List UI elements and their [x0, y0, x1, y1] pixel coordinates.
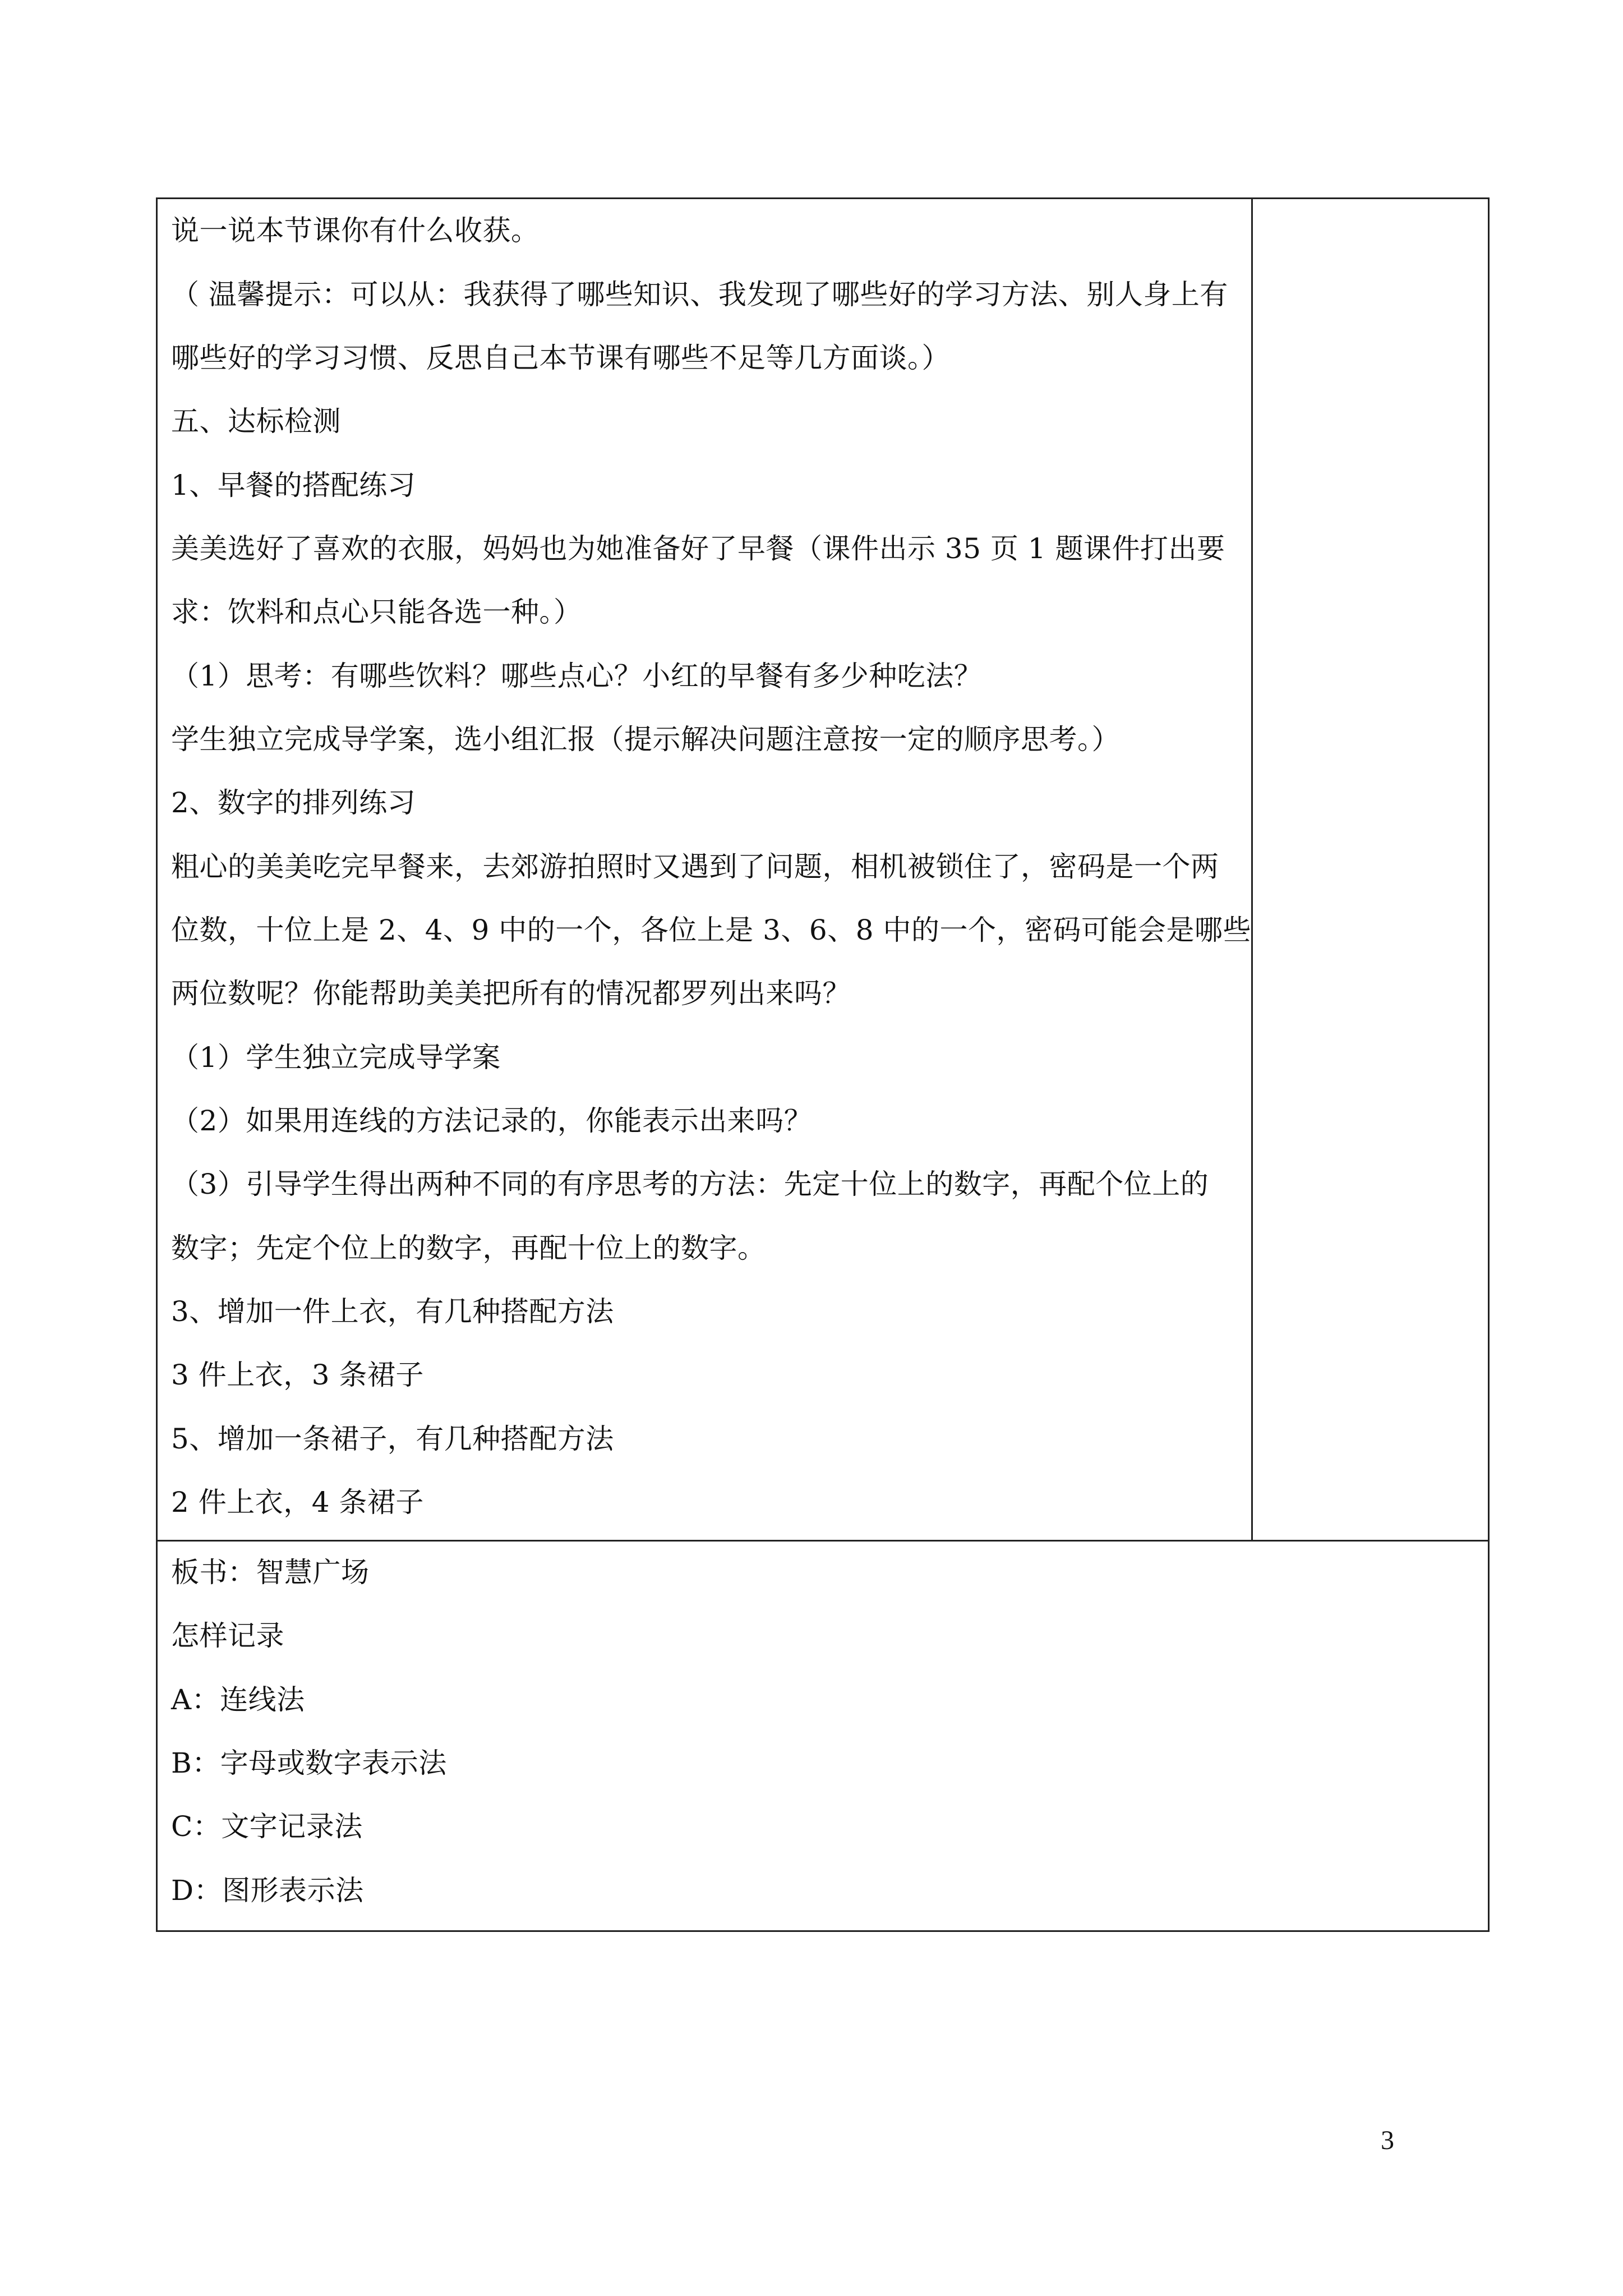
text-line: （1）思考：有哪些饮料？哪些点心？小红的早餐有多少种吃法？ — [171, 660, 983, 692]
text-line: （ 温馨提示：可以从：我获得了哪些知识、我发现了哪些好的学习方法、别人身上有 — [171, 278, 1228, 311]
exercise-heading: 5、增加一条裙子，有几种搭配方法 — [171, 1423, 614, 1455]
board-line: B：字母或数字表示法 — [171, 1747, 447, 1779]
text-line: 3 件上衣，3 条裙子 — [171, 1359, 424, 1391]
notes-cell — [1253, 199, 1488, 1540]
text-line: 哪些好的学习习惯、反思自己本节课有哪些不足等几方面谈。） — [171, 342, 950, 374]
text-line: 求：饮料和点心只能各选一种。） — [171, 596, 582, 628]
exercise-heading: 2、数字的排列练习 — [171, 786, 416, 819]
text-line: 学生独立完成导学案，选小组汇报（提示解决问题注意按一定的顺序思考。） — [171, 723, 1120, 756]
section-heading: 五、达标检测 — [171, 405, 341, 438]
text-line: 美美选好了喜欢的衣服，妈妈也为她准备好了早餐（课件出示 35 页 1 题课件打出要 — [171, 532, 1225, 565]
exercise-heading: 3、增加一件上衣，有几种搭配方法 — [171, 1295, 614, 1328]
text-line: 粗心的美美吃完早餐来，去郊游拍照时又遇到了问题，相机被锁住了，密码是一个两 — [171, 850, 1219, 883]
row-divider — [158, 1540, 1488, 1542]
text-line: （1）学生独立完成导学案 — [171, 1041, 501, 1074]
board-line: D：图形表示法 — [171, 1874, 364, 1907]
text-line: 两位数呢？你能帮助美美把所有的情况都罗列出来吗？ — [171, 977, 851, 1010]
board-line: 怎样记录 — [171, 1619, 284, 1652]
text-line: （3）引导学生得出两种不同的有序思考的方法：先定十位上的数字，再配个位上的 — [171, 1168, 1209, 1200]
board-title: 板书：智慧广场 — [171, 1556, 370, 1589]
text-line: （2）如果用连线的方法记录的，你能表示出来吗？ — [171, 1105, 813, 1137]
board-line: A：连线法 — [171, 1683, 305, 1716]
lesson-table — [156, 197, 1490, 1932]
text-line: 数字；先定个位上的数字，再配十位上的数字。 — [171, 1232, 766, 1264]
page-number: 3 — [1381, 2125, 1394, 2155]
exercise-heading: 1、早餐的搭配练习 — [171, 469, 416, 501]
text-line: 说一说本节课你有什么收获。 — [171, 214, 540, 247]
board-line: C：文字记录法 — [171, 1810, 363, 1843]
text-line: 2 件上衣，4 条裙子 — [171, 1486, 424, 1519]
text-line: 位数，十位上是 2、4、9 中的一个，各位上是 3、6、8 中的一个，密码可能会是哪些 — [171, 914, 1251, 946]
